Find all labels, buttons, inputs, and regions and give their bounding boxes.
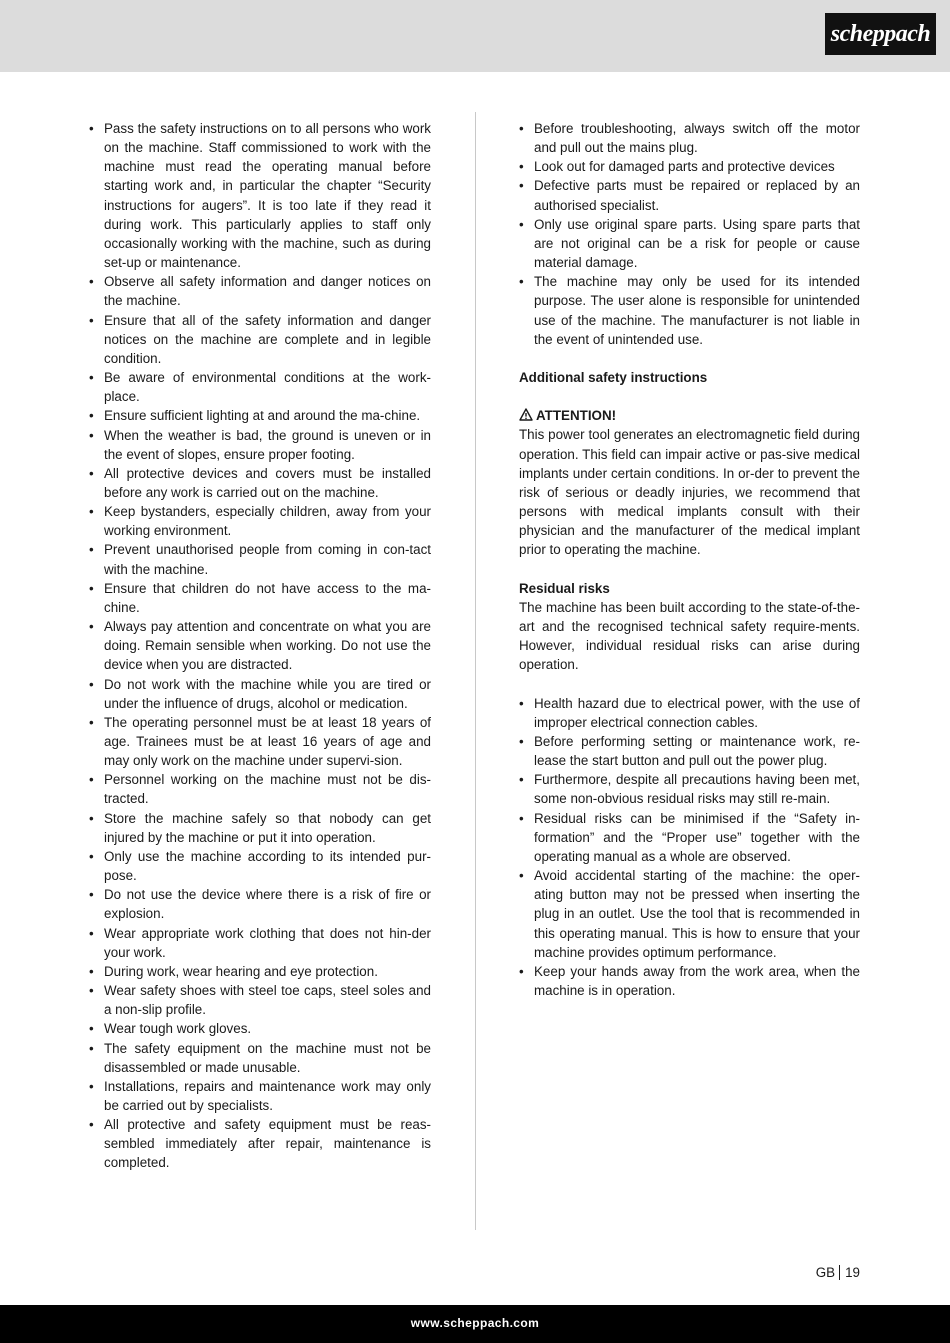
logo-text: scheppach <box>830 21 931 47</box>
list-item <box>89 962 431 981</box>
list-item <box>89 1115 431 1172</box>
list-item-text: Pass the safety instructions on to all persons who work on the machine. Staff commissioned to work with the machine must read the operating manual before starting work and, in particular the chapter “Security instructions for augers”. It is too late if they read it during work. This particularly applies to staff only occasionally working with the machine, such as during set-up or maintenance. <box>104 121 431 271</box>
list-item-text: Keep bystanders, especially children, away from your working environment. <box>104 504 431 539</box>
header-band <box>0 0 950 72</box>
list-item-text: Defective parts must be repaired or replaced by an authorised specialist. <box>534 178 860 213</box>
list-item <box>89 617 431 674</box>
list-item-text: Furthermore, despite all precautions having been met, some non-obvious residual risks may still re-main. <box>534 772 860 807</box>
list-item-text: Residual risks can be minimised if the “Safety in-formation” and the “Proper use” together with the operating manual as a whole are observed. <box>534 810 860 864</box>
bullet-icon: • <box>519 772 524 788</box>
list-item <box>519 732 860 770</box>
list-item-text: Before troubleshooting, always switch off the motor and pull out the mains plug. <box>534 121 860 156</box>
list-item <box>89 809 431 847</box>
list-item <box>519 809 860 866</box>
list-item <box>519 866 860 962</box>
left-bullet-list <box>89 119 431 1173</box>
list-item <box>89 770 431 808</box>
bullet-icon: • <box>89 370 94 386</box>
list-item-text: Ensure that all of the safety information and danger notices on the machine are complete and in legible condition. <box>104 312 431 366</box>
bullet-icon: • <box>89 983 94 999</box>
list-item <box>89 406 431 425</box>
bullet-icon: • <box>519 868 524 884</box>
list-item-text: Installations, repairs and maintenance work may only be carried out by specialists. <box>104 1078 431 1113</box>
page-number-value: 19 <box>845 1265 860 1280</box>
right-column <box>519 119 860 1000</box>
list-item <box>89 464 431 502</box>
bullet-icon: • <box>89 1021 94 1037</box>
list-item <box>89 981 431 1019</box>
bullet-icon: • <box>89 1117 94 1133</box>
list-item <box>89 426 431 464</box>
list-item-text: The operating personnel must be at least 18 years of age. Trainees must be at least 16 years of age and may only work on the machine under supervi-sion. <box>104 714 431 769</box>
list-item <box>519 694 860 732</box>
list-item-text: Observe all safety information and danger notices on the machine. <box>104 274 431 309</box>
list-item-text: Keep your hands away from the work area, when the machine is in operation. <box>534 963 860 998</box>
brand-logo <box>825 13 936 55</box>
attention-text: This power tool generates an electromagnetic field during operation. This field can impair active or pas-sive medical implants under certain conditions. In or-der to prevent the risk of serious or deadly injuries, we recommend that persons with medical implants consult with their physician and the manufacturer of the medical implant prior to operating the machine. <box>519 427 860 558</box>
bullet-icon: • <box>89 619 94 635</box>
bullet-icon: • <box>89 542 94 558</box>
left-column <box>89 119 431 1173</box>
list-item <box>519 962 860 1000</box>
list-item-text: Personnel working on the machine must not be dis-tracted. <box>104 772 431 807</box>
list-item-text: Wear tough work gloves. <box>104 1021 252 1037</box>
list-item <box>89 579 431 617</box>
bullet-icon: • <box>89 1078 94 1094</box>
bullet-icon: • <box>519 695 524 711</box>
additional-safety-heading: Additional safety instructions <box>519 370 708 386</box>
bullet-icon: • <box>519 274 524 290</box>
list-item <box>89 1039 431 1077</box>
list-item-text: During work, wear hearing and eye protection. <box>104 963 378 979</box>
page-number <box>780 1264 860 1282</box>
bullet-icon: • <box>89 925 94 941</box>
list-item <box>89 311 431 368</box>
bullet-icon: • <box>89 408 94 424</box>
list-item <box>519 770 860 808</box>
bullet-icon: • <box>89 848 94 864</box>
warning-triangle-icon <box>519 408 533 421</box>
list-item <box>519 272 860 349</box>
list-item-text: Be aware of environmental conditions at the work-place. <box>104 370 431 405</box>
residual-bullet-list <box>519 694 860 1001</box>
list-item <box>89 540 431 578</box>
list-item <box>89 713 431 770</box>
list-item <box>89 675 431 713</box>
bullet-icon: • <box>89 810 94 826</box>
footer-bar <box>0 1305 950 1343</box>
list-item-text: Store the machine safely so that nobody can get injured by the machine or put it into operation. <box>104 810 431 845</box>
list-item-text: Health hazard due to electrical power, with the use of improper electrical connection cables. <box>534 695 860 730</box>
list-item-text: Ensure sufficient lighting at and around the ma-chine. <box>104 408 421 424</box>
footer-url: www.scheppach.com <box>410 1316 540 1330</box>
list-item-text: Only use original spare parts. Using spare parts that are not original can be a risk for people or cause material damage. <box>534 216 860 271</box>
attention-label: ATTENTION! <box>536 408 617 424</box>
list-item <box>89 847 431 885</box>
list-item-text: Look out for damaged parts and protective devices <box>534 159 835 175</box>
list-item <box>89 924 431 962</box>
list-item-text: Wear safety shoes with steel toe caps, steel soles and a non-slip profile. <box>104 983 431 1018</box>
bullet-icon: • <box>89 274 94 290</box>
bullet-icon: • <box>89 963 94 979</box>
list-item-text: All protective and safety equipment must be reas-sembled immediately after repair, maintenance is completed. <box>104 1117 431 1171</box>
bullet-icon: • <box>519 121 524 136</box>
bullet-icon: • <box>519 733 524 749</box>
list-item <box>89 119 431 272</box>
list-item <box>519 176 860 214</box>
list-item-text: Only use the machine according to its intended pur-pose. <box>104 848 431 884</box>
column-divider <box>475 112 476 1230</box>
list-item <box>89 885 431 923</box>
page-separator <box>839 1265 840 1280</box>
list-item-text: When the weather is bad, the ground is uneven or in the event of slopes, ensure proper footing. <box>104 427 431 462</box>
list-item-text: The safety equipment on the machine must not be disassembled or made unusable. <box>104 1040 431 1075</box>
bullet-icon: • <box>519 963 524 979</box>
list-item-text: Avoid accidental starting of the machine: the oper-ating button may not be pressed when inserting the plug in an outlet. Use the tool that is recommended in this operating manual. This is how to ensure that your machine provides optimum performance. <box>534 868 860 960</box>
bullet-icon: • <box>519 216 524 232</box>
residual-risks-heading: Residual risks <box>519 580 610 596</box>
list-item <box>519 119 860 157</box>
bullet-icon: • <box>519 810 524 826</box>
list-item-text: Ensure that children do not have access to the ma-chine. <box>104 580 431 615</box>
list-item-text: Prevent unauthorised people from coming in con-tact with the machine. <box>104 542 431 577</box>
bullet-icon: • <box>519 159 524 175</box>
residual-risks-text: The machine has been built according to the state-of-the-art and the recognised technical safety require-ments. However, individual residual risks can arise during operation. <box>519 599 860 673</box>
list-item <box>89 272 431 310</box>
bullet-icon: • <box>89 676 94 692</box>
attention-heading <box>519 406 860 425</box>
list-item <box>519 157 860 176</box>
list-item <box>89 1019 431 1038</box>
list-item <box>89 1077 431 1115</box>
list-item <box>89 502 431 540</box>
bullet-icon: • <box>89 121 94 136</box>
bullet-icon: • <box>89 312 94 328</box>
list-item <box>89 368 431 406</box>
bullet-icon: • <box>519 178 524 194</box>
bullet-icon: • <box>89 714 94 730</box>
bullet-icon: • <box>89 504 94 520</box>
list-item-text: Do not use the device where there is a risk of fire or explosion. <box>104 887 431 922</box>
list-item <box>519 215 860 272</box>
list-item-text: All protective devices and covers must be installed before any work is carried out on the machine. <box>104 465 431 500</box>
right-top-bullet-list <box>519 119 860 349</box>
list-item-text: Always pay attention and concentrate on what you are doing. Remain sensible when working. Do not use the device when you are distracted. <box>104 619 431 673</box>
bullet-icon: • <box>89 427 94 443</box>
bullet-icon: • <box>89 887 94 903</box>
list-item-text: Before performing setting or maintenance work, re-lease the start button and pull out the power plug. <box>534 733 860 769</box>
bullet-icon: • <box>89 465 94 481</box>
list-item-text: Do not work with the machine while you are tired or under the influence of drugs, alcohol or medication. <box>104 676 431 711</box>
page-language: GB <box>815 1265 836 1280</box>
list-item-text: The machine may only be used for its intended purpose. The user alone is responsible for unintended use of the machine. The manufacturer is not liable in the event of unintended use. <box>534 274 860 347</box>
bullet-icon: • <box>89 772 94 788</box>
bullet-icon: • <box>89 1040 94 1056</box>
bullet-icon: • <box>89 580 94 596</box>
list-item-text: Wear appropriate work clothing that does not hin-der your work. <box>104 925 431 960</box>
